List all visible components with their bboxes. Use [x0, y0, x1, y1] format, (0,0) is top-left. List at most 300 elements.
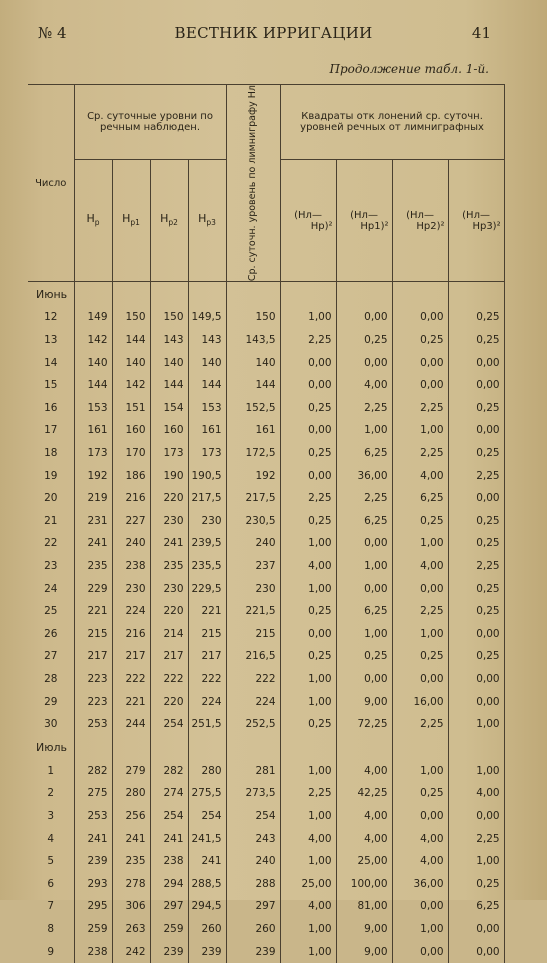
value-cell: 0,00 [280, 351, 336, 374]
value-cell: 72,25 [336, 713, 392, 736]
value-cell: 240 [226, 850, 280, 873]
value-cell: 0,00 [392, 668, 448, 691]
col-header-sq-p: (Нл— Hp)² [280, 159, 336, 281]
col-header-sq-p1: (Нл— Hp1)² [336, 159, 392, 281]
value-cell: 0,25 [448, 532, 504, 555]
value-cell: 0,00 [448, 668, 504, 691]
value-cell: 235 [112, 850, 150, 873]
value-cell: 143 [188, 329, 226, 352]
value-cell: 1,00 [280, 940, 336, 963]
value-cell: 6,25 [392, 487, 448, 510]
value-cell: 216 [112, 487, 150, 510]
table-row [28, 464, 504, 487]
value-cell: 0,25 [280, 600, 336, 623]
table-row [28, 510, 504, 533]
value-cell: 160 [150, 419, 188, 442]
value-cell: 0,00 [280, 622, 336, 645]
table-continuation-note: Продолжение табл. 1-й. [329, 62, 489, 76]
value-cell: 220 [150, 690, 188, 713]
value-cell: 260 [226, 918, 280, 941]
value-cell: 161 [188, 419, 226, 442]
table-row [28, 374, 504, 397]
value-cell: 4,00 [336, 805, 392, 828]
value-cell: 217 [150, 645, 188, 668]
day-cell: 26 [28, 622, 74, 645]
value-cell: 235 [150, 555, 188, 578]
value-cell: 0,00 [392, 940, 448, 963]
value-cell: 222 [150, 668, 188, 691]
value-cell: 0,00 [336, 577, 392, 600]
value-cell: 0,25 [448, 872, 504, 895]
value-cell: 244 [112, 713, 150, 736]
value-cell: 0,25 [280, 645, 336, 668]
day-cell: 27 [28, 645, 74, 668]
value-cell: 229 [74, 577, 112, 600]
value-cell: 173 [188, 442, 226, 465]
value-cell: 1,00 [280, 690, 336, 713]
value-cell: 0,00 [448, 690, 504, 713]
value-cell: 281 [226, 759, 280, 782]
day-cell: 23 [28, 555, 74, 578]
value-cell: 251,5 [188, 713, 226, 736]
month-row-july [28, 735, 504, 759]
value-cell: 294,5 [188, 895, 226, 918]
value-cell: 0,00 [448, 487, 504, 510]
day-cell: 19 [28, 464, 74, 487]
value-cell: 4,00 [280, 827, 336, 850]
value-cell: 222 [226, 668, 280, 691]
value-cell: 42,25 [336, 782, 392, 805]
value-cell: 1,00 [448, 850, 504, 873]
value-cell: 6,25 [336, 600, 392, 623]
value-cell: 25,00 [336, 850, 392, 873]
value-cell: 154 [150, 397, 188, 420]
value-cell: 230 [112, 577, 150, 600]
value-cell: 239 [188, 940, 226, 963]
value-cell: 0,00 [336, 306, 392, 329]
table-row [28, 442, 504, 465]
value-cell: 2,25 [392, 442, 448, 465]
value-cell: 241,5 [188, 827, 226, 850]
value-cell: 4,00 [280, 555, 336, 578]
value-cell: 1,00 [392, 622, 448, 645]
value-cell: 0,00 [280, 464, 336, 487]
value-cell: 172,5 [226, 442, 280, 465]
day-cell: 4 [28, 827, 74, 850]
value-cell: 4,00 [280, 895, 336, 918]
value-cell: 25,00 [280, 872, 336, 895]
value-cell: 0,00 [392, 374, 448, 397]
value-cell: 1,00 [392, 759, 448, 782]
value-cell: 2,25 [336, 487, 392, 510]
table-row [28, 713, 504, 736]
value-cell: 1,00 [336, 419, 392, 442]
value-cell: 0,00 [280, 374, 336, 397]
table-row [28, 622, 504, 645]
value-cell: 235 [74, 555, 112, 578]
value-cell: 161 [226, 419, 280, 442]
value-cell: 230 [150, 510, 188, 533]
day-cell: 22 [28, 532, 74, 555]
value-cell: 239 [226, 940, 280, 963]
value-cell: 222 [112, 668, 150, 691]
day-cell: 29 [28, 690, 74, 713]
value-cell: 216,5 [226, 645, 280, 668]
value-cell: 142 [112, 374, 150, 397]
value-cell: 263 [112, 918, 150, 941]
value-cell: 221,5 [226, 600, 280, 623]
table-row [28, 918, 504, 941]
day-cell: 14 [28, 351, 74, 374]
table-row [28, 872, 504, 895]
value-cell: 9,00 [336, 940, 392, 963]
value-cell: 151 [112, 397, 150, 420]
table-row [28, 487, 504, 510]
value-cell: 217 [188, 645, 226, 668]
table-row [28, 827, 504, 850]
value-cell: 221 [188, 600, 226, 623]
col-header-mean-text: Ср. суточн. уровень по лимниграфу Нл [247, 85, 259, 282]
value-cell: 1,00 [280, 532, 336, 555]
table-row [28, 306, 504, 329]
table-row [28, 532, 504, 555]
value-cell: 259 [150, 918, 188, 941]
table-row [28, 668, 504, 691]
value-cell: 242 [112, 940, 150, 963]
day-cell: 6 [28, 872, 74, 895]
value-cell: 1,00 [280, 850, 336, 873]
day-cell: 7 [28, 895, 74, 918]
month-label: Июль [28, 735, 74, 759]
value-cell: 215 [188, 622, 226, 645]
value-cell: 260 [188, 918, 226, 941]
value-cell: 144 [150, 374, 188, 397]
value-cell: 278 [112, 872, 150, 895]
value-cell: 217,5 [226, 487, 280, 510]
value-cell: 0,25 [392, 645, 448, 668]
value-cell: 223 [74, 668, 112, 691]
day-cell: 3 [28, 805, 74, 828]
value-cell: 1,00 [280, 918, 336, 941]
value-cell: 6,25 [336, 442, 392, 465]
col-header-hp2: $H_{p2}$ [150, 159, 188, 281]
value-cell: 0,25 [392, 510, 448, 533]
table-row [28, 759, 504, 782]
value-cell: 275,5 [188, 782, 226, 805]
value-cell: 254 [150, 713, 188, 736]
value-cell: 140 [150, 351, 188, 374]
value-cell: 140 [74, 351, 112, 374]
day-cell: 25 [28, 600, 74, 623]
value-cell: 170 [112, 442, 150, 465]
value-cell: 223 [74, 690, 112, 713]
day-cell: 17 [28, 419, 74, 442]
value-cell: 1,00 [392, 419, 448, 442]
value-cell: 295 [74, 895, 112, 918]
value-cell: 241 [112, 827, 150, 850]
value-cell: 215 [226, 622, 280, 645]
value-cell: 254 [188, 805, 226, 828]
value-cell: 173 [150, 442, 188, 465]
value-cell: 0,25 [448, 577, 504, 600]
day-cell: 8 [28, 918, 74, 941]
value-cell: 254 [150, 805, 188, 828]
col-header-day: Число [28, 85, 74, 282]
value-cell: 231 [74, 510, 112, 533]
value-cell: 2,25 [392, 713, 448, 736]
value-cell: 2,25 [336, 397, 392, 420]
value-cell: 215 [74, 622, 112, 645]
value-cell: 282 [74, 759, 112, 782]
value-cell: 0,00 [392, 351, 448, 374]
table-row [28, 645, 504, 668]
value-cell: 6,25 [336, 510, 392, 533]
value-cell: 230,5 [226, 510, 280, 533]
value-cell: 1,00 [336, 555, 392, 578]
value-cell: 217 [74, 645, 112, 668]
value-cell: 241 [74, 827, 112, 850]
value-cell: 150 [150, 306, 188, 329]
day-cell: 5 [28, 850, 74, 873]
value-cell: 224 [226, 690, 280, 713]
value-cell: 230 [188, 510, 226, 533]
page-number: 41 [471, 24, 491, 42]
value-cell: 190,5 [188, 464, 226, 487]
value-cell: 1,00 [280, 577, 336, 600]
value-cell: 217 [112, 645, 150, 668]
value-cell: 214 [150, 622, 188, 645]
value-cell: 280 [188, 759, 226, 782]
col-header-hp: $H_p$ [74, 159, 112, 281]
value-cell: 4,00 [448, 782, 504, 805]
day-cell: 15 [28, 374, 74, 397]
value-cell: 1,00 [280, 306, 336, 329]
value-cell: 0,00 [392, 805, 448, 828]
value-cell: 4,00 [336, 827, 392, 850]
value-cell: 221 [112, 690, 150, 713]
table-row [28, 397, 504, 420]
value-cell: 221 [74, 600, 112, 623]
value-cell: 240 [112, 532, 150, 555]
value-cell: 0,25 [392, 782, 448, 805]
value-cell: 1,00 [448, 759, 504, 782]
value-cell: 0,00 [336, 532, 392, 555]
value-cell: 4,00 [392, 827, 448, 850]
value-cell: 2,25 [448, 555, 504, 578]
running-header [0, 24, 547, 46]
value-cell: 140 [188, 351, 226, 374]
value-cell: 0,00 [336, 351, 392, 374]
value-cell: 254 [226, 805, 280, 828]
value-cell: 149,5 [188, 306, 226, 329]
value-cell: 0,25 [448, 600, 504, 623]
value-cell: 294 [150, 872, 188, 895]
value-cell: 0,25 [392, 329, 448, 352]
value-cell: 220 [150, 600, 188, 623]
group-header-squares: Квадраты отк лонений ср. суточн. уровней речных от лимниграфных [280, 85, 504, 160]
value-cell: 100,00 [336, 872, 392, 895]
value-cell: 150 [112, 306, 150, 329]
value-cell: 239 [74, 850, 112, 873]
value-cell: 273,5 [226, 782, 280, 805]
journal-title: ВЕСТНИК ИРРИГАЦИИ [174, 24, 373, 42]
value-cell: 238 [112, 555, 150, 578]
value-cell: 216 [112, 622, 150, 645]
value-cell: 144 [226, 374, 280, 397]
value-cell: 239,5 [188, 532, 226, 555]
day-cell: 30 [28, 713, 74, 736]
value-cell: 229,5 [188, 577, 226, 600]
value-cell: 0,00 [448, 918, 504, 941]
value-cell: 241 [150, 827, 188, 850]
value-cell: 288 [226, 872, 280, 895]
value-cell: 150 [226, 306, 280, 329]
value-cell: 144 [188, 374, 226, 397]
table-row [28, 850, 504, 873]
value-cell: 0,00 [448, 351, 504, 374]
col-header-sq-p3: (Нл— Hp3)² [448, 159, 504, 281]
value-cell: 36,00 [392, 872, 448, 895]
day-cell: 13 [28, 329, 74, 352]
value-cell: 279 [112, 759, 150, 782]
day-cell: 1 [28, 759, 74, 782]
value-cell: 239 [150, 940, 188, 963]
value-cell: 144 [112, 329, 150, 352]
day-cell: 24 [28, 577, 74, 600]
value-cell: 9,00 [336, 918, 392, 941]
value-cell: 9,00 [336, 690, 392, 713]
day-cell: 9 [28, 940, 74, 963]
value-cell: 288,5 [188, 872, 226, 895]
value-cell: 224 [112, 600, 150, 623]
value-cell: 220 [150, 487, 188, 510]
value-cell: 0,25 [448, 510, 504, 533]
table-row [28, 329, 504, 352]
value-cell: 160 [112, 419, 150, 442]
value-cell: 2,25 [448, 827, 504, 850]
value-cell: 230 [226, 577, 280, 600]
value-cell: 173 [74, 442, 112, 465]
value-cell: 149 [74, 306, 112, 329]
value-cell: 0,25 [448, 329, 504, 352]
value-cell: 0,25 [448, 306, 504, 329]
levels-table [28, 84, 505, 963]
value-cell: 241 [74, 532, 112, 555]
value-cell: 143,5 [226, 329, 280, 352]
value-cell: 0,25 [448, 397, 504, 420]
col-header-hp3: $H_{p3}$ [188, 159, 226, 281]
value-cell: 0,00 [448, 374, 504, 397]
value-cell: 2,25 [448, 464, 504, 487]
day-cell: 16 [28, 397, 74, 420]
table-row [28, 895, 504, 918]
value-cell: 297 [150, 895, 188, 918]
value-cell: 161 [74, 419, 112, 442]
table-row [28, 577, 504, 600]
value-cell: 0,00 [448, 805, 504, 828]
value-cell: 152,5 [226, 397, 280, 420]
value-cell: 1,00 [392, 532, 448, 555]
value-cell: 241 [188, 850, 226, 873]
value-cell: 241 [150, 532, 188, 555]
value-cell: 0,00 [336, 668, 392, 691]
col-header-mean-level [226, 85, 280, 282]
issue-number: № 4 [38, 24, 67, 42]
value-cell: 0,00 [392, 895, 448, 918]
value-cell: 0,25 [336, 329, 392, 352]
value-cell: 2,25 [280, 329, 336, 352]
value-cell: 1,00 [336, 622, 392, 645]
value-cell: 6,25 [448, 895, 504, 918]
value-cell: 222 [188, 668, 226, 691]
value-cell: 0,25 [448, 442, 504, 465]
value-cell: 235,5 [188, 555, 226, 578]
value-cell: 142 [74, 329, 112, 352]
table-body [28, 282, 504, 963]
value-cell: 0,25 [280, 713, 336, 736]
month-label: Июнь [28, 282, 74, 307]
value-cell: 282 [150, 759, 188, 782]
value-cell: 0,00 [392, 577, 448, 600]
value-cell: 36,00 [336, 464, 392, 487]
value-cell: 0,00 [280, 419, 336, 442]
value-cell: 293 [74, 872, 112, 895]
value-cell: 1,00 [280, 759, 336, 782]
value-cell: 219 [74, 487, 112, 510]
value-cell: 192 [226, 464, 280, 487]
value-cell: 280 [112, 782, 150, 805]
table-row [28, 782, 504, 805]
value-cell: 192 [74, 464, 112, 487]
value-cell: 4,00 [392, 850, 448, 873]
value-cell: 275 [74, 782, 112, 805]
value-cell: 297 [226, 895, 280, 918]
value-cell: 0,25 [448, 645, 504, 668]
table-row [28, 419, 504, 442]
col-header-sq-p2: (Нл— Hp2)² [392, 159, 448, 281]
value-cell: 140 [226, 351, 280, 374]
value-cell: 0,00 [448, 419, 504, 442]
value-cell: 153 [74, 397, 112, 420]
value-cell: 259 [74, 918, 112, 941]
day-cell: 2 [28, 782, 74, 805]
value-cell: 0,25 [280, 442, 336, 465]
value-cell: 0,00 [392, 306, 448, 329]
value-cell: 190 [150, 464, 188, 487]
day-cell: 28 [28, 668, 74, 691]
value-cell: 2,25 [280, 782, 336, 805]
month-row-june [28, 282, 504, 307]
value-cell: 16,00 [392, 690, 448, 713]
value-cell: 4,00 [336, 374, 392, 397]
table-row [28, 555, 504, 578]
value-cell: 0,00 [448, 940, 504, 963]
col-header-hp1: $H_{p1}$ [112, 159, 150, 281]
value-cell: 256 [112, 805, 150, 828]
value-cell: 2,25 [392, 397, 448, 420]
value-cell: 253 [74, 713, 112, 736]
value-cell: 227 [112, 510, 150, 533]
table-row [28, 940, 504, 963]
value-cell: 0,25 [280, 397, 336, 420]
value-cell: 240 [226, 532, 280, 555]
day-cell: 18 [28, 442, 74, 465]
value-cell: 230 [150, 577, 188, 600]
value-cell: 4,00 [392, 555, 448, 578]
value-cell: 1,00 [280, 805, 336, 828]
value-cell: 0,25 [280, 510, 336, 533]
value-cell: 2,25 [392, 600, 448, 623]
